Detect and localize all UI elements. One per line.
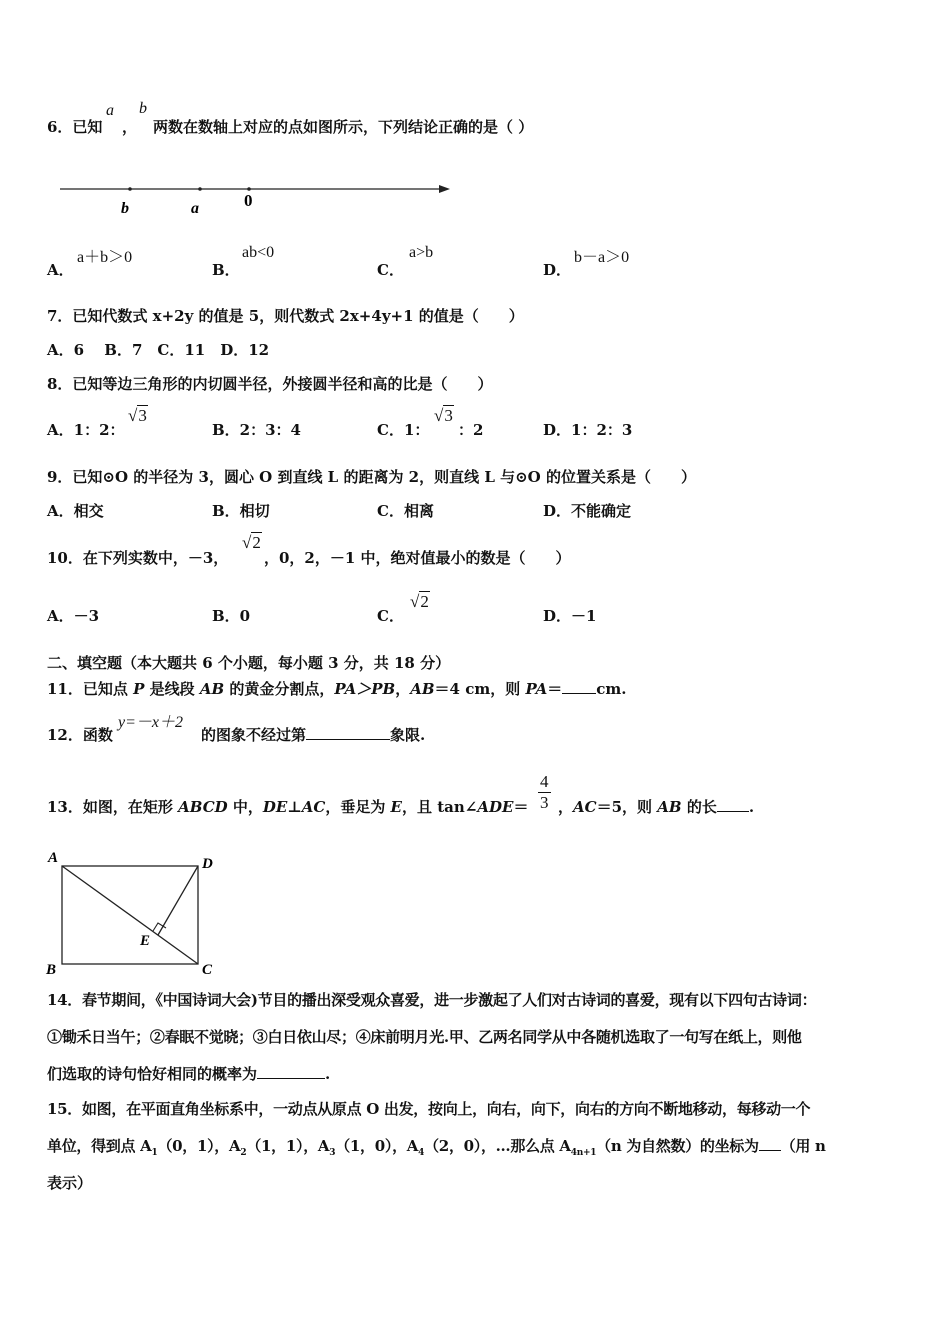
q15-part: （0，1），A <box>157 1137 241 1155</box>
q8-option-d: D．1：2：3 <box>543 421 633 439</box>
q13-stem-b <box>558 796 754 817</box>
q6-stem <box>47 116 102 137</box>
q11-part: ＝4 cm，则 <box>434 680 526 698</box>
q15-line2 <box>47 1135 826 1158</box>
q13-var: AB <box>657 798 682 816</box>
q13-answer-blank[interactable] <box>717 797 749 812</box>
q13-part: 13．如图，在矩形 <box>47 798 179 816</box>
q13-part: ，垂足为 <box>325 798 391 816</box>
q13-part: ＝ <box>513 798 529 816</box>
q6-option-b-expr: ab<0 <box>242 244 275 261</box>
q9-option-b: B．相切 <box>212 502 270 520</box>
label-a: a <box>191 200 199 217</box>
q8-option-a <box>47 419 125 440</box>
q13-var: AC <box>573 798 597 816</box>
label-a: A <box>48 850 59 866</box>
number-line-arrow <box>439 185 450 193</box>
q7-options: A．6 B．7 C．11 D．12 <box>47 341 270 359</box>
q10-stem-after: ，0，2，－1 中，绝对值最小的数是（ ） <box>264 549 571 567</box>
q11-var-ab: AB <box>410 680 435 698</box>
q8-option-a-sqrt: √3 <box>128 406 147 425</box>
q11-part: 是线段 <box>144 680 200 698</box>
q15-subscript: 3 <box>329 1148 336 1158</box>
q13-var: ABCD <box>178 798 228 816</box>
number-line-figure <box>55 175 455 220</box>
q11-part: ， <box>395 680 411 698</box>
q12-label: 12．函数 <box>47 726 113 744</box>
q6-comma: ， <box>122 118 138 136</box>
q12-expr: y=－x＋2 <box>118 714 184 731</box>
q15-part: 单位，得到点 A <box>47 1137 152 1155</box>
q6-option-b-letter: B． <box>212 261 240 279</box>
q11-part: ＝ <box>547 680 563 698</box>
q14-line3 <box>47 1063 330 1084</box>
q9-option-c: C．相离 <box>377 502 434 520</box>
q8-option-b: B．2：3：4 <box>212 421 301 439</box>
q9-stem: 9．已知⊙O 的半径为 3，圆心 O 到直线 L 的距离为 2，则直线 L 与⊙O 的位置关系是（ ） <box>47 468 696 486</box>
q13-fraction-numerator: 4 <box>540 772 549 791</box>
q6-option-a-expr: a＋b＞0 <box>77 249 133 266</box>
q10-option-c-radicand: 2 <box>420 592 429 611</box>
q6-var-b: b <box>139 100 147 117</box>
q10-option-a: A．－3 <box>47 607 100 625</box>
q6-text: 两数在数轴上对应的点如图所示，下列结论正确的是（ ） <box>153 118 534 136</box>
q8-option-a-radicand: 3 <box>138 406 147 425</box>
label-zero: 0 <box>244 191 253 210</box>
q13-part: 中， <box>227 798 263 816</box>
q13-var: ADE <box>477 798 514 816</box>
perpendicular-de <box>158 866 198 935</box>
q11-part: 11．已知点 <box>47 680 134 698</box>
q14-line2: ①锄禾日当午；②春眠不觉晓；③白日依山尽；④床前明月光.甲、乙两名同学从中各随机选取了一句写在纸上，则他 <box>47 1028 802 1046</box>
q10-option-d: D．－1 <box>543 607 597 625</box>
label-e: E <box>140 933 151 949</box>
q11-var-ab: AB <box>199 680 225 698</box>
q13-fraction <box>538 772 551 813</box>
q13-part: ＝5，则 <box>596 798 658 816</box>
q13-part: . <box>748 798 755 816</box>
q13-fraction-denominator: 3 <box>540 793 549 812</box>
q7-stem: 7．已知代数式 x+2y 的值是 5，则代数式 2x+4y+1 的值是（ ） <box>47 307 524 325</box>
q8-option-c-radicand: 3 <box>444 406 453 425</box>
q12-answer-blank[interactable] <box>306 725 390 740</box>
q9-option-d: D．不能确定 <box>543 502 632 520</box>
q8-option-c-letter: C．1： <box>377 421 430 439</box>
q11-answer-blank[interactable] <box>562 679 596 694</box>
q13-part: 的长 <box>681 798 717 816</box>
q6-option-d-expr: b－a＞0 <box>574 249 630 266</box>
q8-option-c-tail: ：2 <box>458 421 484 439</box>
q13-stem-a <box>47 796 528 817</box>
q8-stem: 8．已知等边三角形的内切圆半径，外接圆半径和高的比是（ ） <box>47 375 493 393</box>
label-b: B <box>46 962 57 976</box>
q13-var: E <box>390 798 402 816</box>
q11-var-pa: PA <box>525 680 548 698</box>
q15-part: （n 为自然数）的坐标为 <box>596 1137 759 1155</box>
q14-line1: 14．春节期间，《中国诗词大会)节目的播出深受观众喜爱，进一步激起了人们对古诗词的喜爱，现有以下四句古诗词： <box>47 991 817 1009</box>
q6-option-c-expr: a>b <box>409 244 434 261</box>
q12-stem <box>201 724 425 745</box>
rectangle-figure <box>42 848 222 976</box>
q10-stem-before: 10．在下列实数中，－3， <box>47 549 229 567</box>
q9-option-a: A．相交 <box>47 502 104 520</box>
label-c: C <box>202 962 213 976</box>
q11-var-p: P <box>133 680 145 698</box>
q6-number: 6．已知 <box>47 118 103 136</box>
q10-radicand: 2 <box>252 533 261 552</box>
q15-part: （用 n <box>780 1137 826 1155</box>
point-a <box>198 187 202 191</box>
q10-sqrt: √2 <box>242 533 261 552</box>
q8-option-a-text: A．1：2： <box>47 421 125 439</box>
q15-subscript: 2 <box>240 1148 247 1158</box>
q15-subscript: 1 <box>151 1148 158 1158</box>
q13-part: ，且 tan∠ <box>401 798 478 816</box>
q10-option-b: B．0 <box>212 607 251 625</box>
q6-option-a-letter: A． <box>47 261 74 279</box>
label-d: D <box>202 856 213 872</box>
q6-var-a: a <box>106 102 114 119</box>
q10-option-c-letter: C． <box>377 607 404 625</box>
q15-part: （1，0），A <box>335 1137 419 1155</box>
diagonal-ac <box>62 866 198 964</box>
q12-part: 象限. <box>390 726 426 744</box>
q11-inequality: PA＞PB <box>334 680 396 698</box>
q6-option-c-letter: C． <box>377 261 404 279</box>
q15-part: （1，1），A <box>246 1137 330 1155</box>
q11-part: 的黄金分割点， <box>224 680 335 698</box>
q15-part: （2，0），…那么点 A <box>424 1137 571 1155</box>
q12-part: 的图象不经过第 <box>201 726 307 744</box>
q14-answer-blank[interactable] <box>257 1064 325 1079</box>
q15-line1: 15．如图，在平面直角坐标系中，一动点从原点 O 出发，按向上，向右，向下，向右的方向不断地移动，每移动一个 <box>47 1100 811 1118</box>
q15-subscript: 4n+1 <box>570 1148 597 1158</box>
q13-var: DE⊥AC <box>262 798 326 816</box>
q6-option-d-letter: D． <box>543 261 572 279</box>
q8-option-c-sqrt: √3 <box>434 406 453 425</box>
q14-part: . <box>325 1065 331 1083</box>
q15-line3: 表示） <box>47 1174 93 1192</box>
label-b: b <box>121 200 129 217</box>
section-fill-blank-title: 二、填空题（本大题共 6 个小题，每小题 3 分，共 18 分） <box>47 654 451 672</box>
q11-stem <box>47 678 627 699</box>
q15-subscript: 4 <box>418 1148 425 1158</box>
q11-part: cm. <box>596 680 627 698</box>
q15-answer-blank[interactable] <box>759 1136 781 1151</box>
q13-part: ， <box>558 798 574 816</box>
q10-option-c-sqrt: √2 <box>410 592 429 611</box>
point-b <box>128 187 132 191</box>
q14-part: 们选取的诗句恰好相同的概率为 <box>47 1065 258 1083</box>
